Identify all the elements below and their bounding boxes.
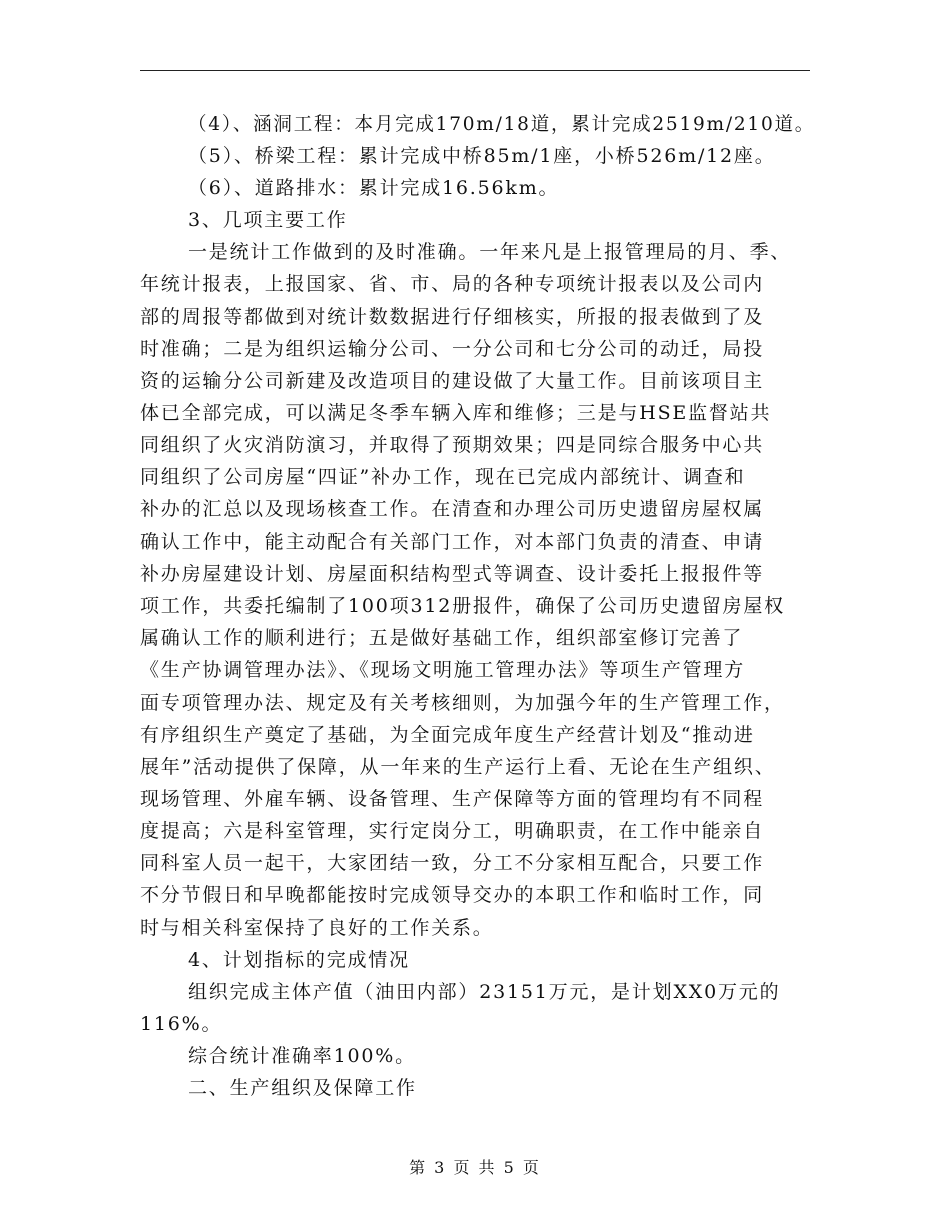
text-line: 补办的汇总以及现场核查工作。在清查和办理公司历史遗留房屋权属 [140,498,765,520]
text-line: 同科室人员一起干，大家团结一致，分工不分家相互配合，只要工作 [140,852,765,874]
text-line: 部的周报等都做到对统计数数据进行仔细核实，所报的报表做到了及 [140,306,765,328]
text-line: 年统计报表，上报国家、省、市、局的各种专项统计报表以及公司内 [140,273,765,295]
text-line: 确认工作中，能主动配合有关部门工作，对本部门负责的清查、申请 [140,531,765,553]
section-heading: 3、几项主要工作 [188,209,348,231]
text-line: 一是统计工作做到的及时准确。一年来凡是上报管理局的月、季、 [188,241,792,263]
text-line: 时准确；二是为组织运输分公司、一分公司和七分公司的动迁，局投 [140,338,765,360]
text-line: 时与相关科室保持了良好的工作关系。 [140,917,494,939]
text-line: 116%。 [140,1013,223,1035]
text-line: 综合统计准确率100%。 [188,1045,416,1067]
text-line: 不分节假日和早晚都能按时完成领导交办的本职工作和临时工作，同 [140,884,765,906]
text-line: 度提高；六是科室管理，实行定岗分工，明确职责，在工作中能亲自 [140,820,765,842]
text-line: 项工作，共委托编制了100项312册报件，确保了公司历史遗留房屋权 [140,595,785,617]
text-line: （6）、道路排水：累计完成16.56km。 [188,177,560,199]
section-heading: 二、生产组织及保障工作 [188,1077,417,1099]
page-footer: 第 3 页 共 5 页 [409,1158,541,1177]
text-line: 同组织了公司房屋“四证”补办工作，现在已完成内部统计、调查和 [140,466,746,488]
text-line: 组织完成主体产值（油田内部）23151万元，是计划XX0万元的 [188,981,781,1003]
section-heading: 4、计划指标的完成情况 [188,949,410,971]
text-line: 《生产协调管理办法》、《现场文明施工管理办法》等项生产管理方 [140,659,746,681]
text-line: 属确认工作的顺利进行；五是做好基础工作，组织部室修订完善了 [140,627,744,649]
text-line: 资的运输分公司新建及改造项目的建设做了大量工作。目前该项目主 [140,370,765,392]
text-line: 展年”活动提供了保障，从一年来的生产运行上看、无论在生产组织、 [140,756,776,778]
text-line: 同组织了火灾消防演习，并取得了预期效果；四是同综合服务中心共 [140,434,765,456]
text-line: （5）、桥梁工程：累计完成中桥85m/1座，小桥526m/12座。 [188,145,776,167]
text-line: 体已全部完成，可以满足冬季车辆入库和维修；三是与HSE监督站共 [140,402,772,424]
text-line: 有序组织生产奠定了基础，为全面完成年度生产经营计划及“推动进 [140,724,755,746]
text-line: （4）、涵洞工程：本月完成170m/18道，累计完成2519m/210道。 [188,113,816,135]
text-line: 补办房屋建设计划、房屋面积结构型式等调查、设计委托上报报件等 [140,563,765,585]
text-line: 面专项管理办法、规定及有关考核细则，为加强今年的生产管理工作， [140,692,785,714]
header-rule [140,70,810,71]
text-line: 现场管理、外雇车辆、设备管理、生产保障等方面的管理均有不同程 [140,788,765,810]
